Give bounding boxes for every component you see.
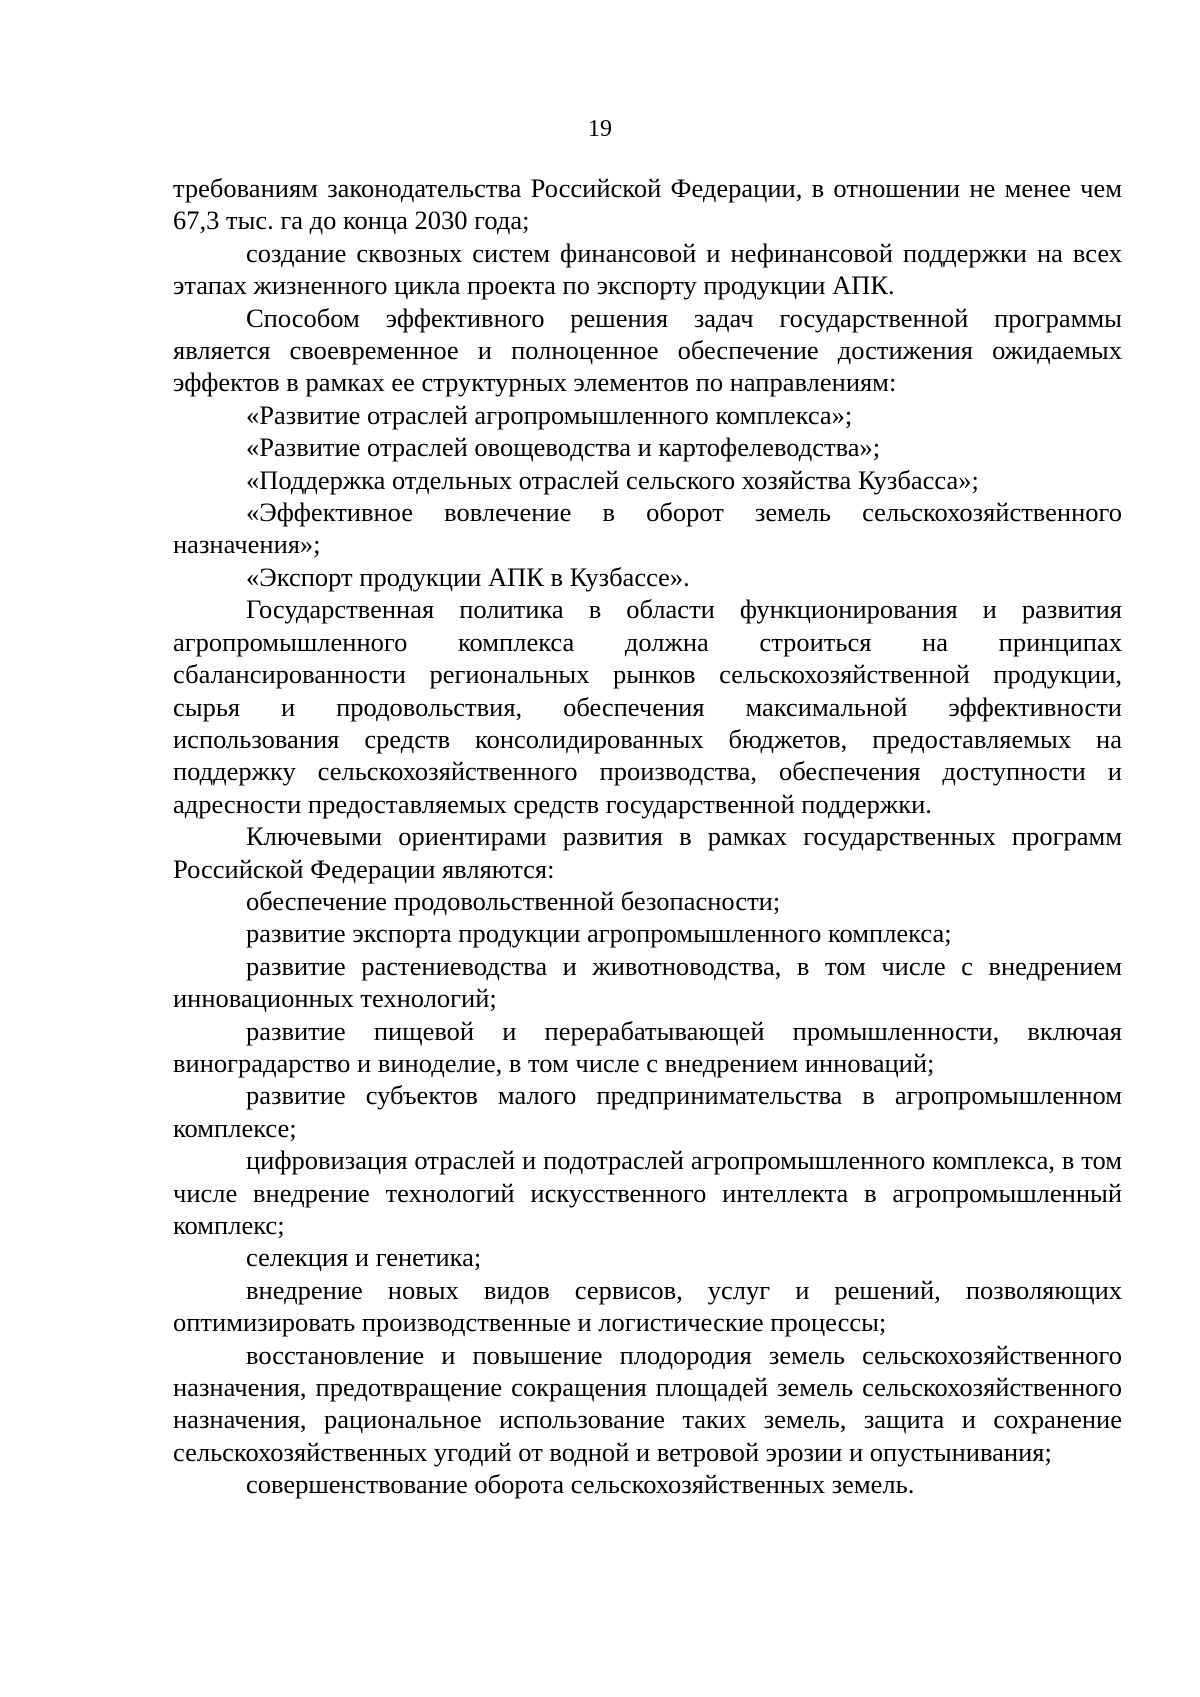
paragraph: совершенствование оборота сельскохозяйственных земель.	[246, 1469, 915, 1500]
paragraph: «Эффективное вовлечение в оборот земель сельскохозяйственного назначения»;	[173, 497, 1122, 560]
paragraph: Способом эффективного решения задач государственной программы является своевременное и полноценное обеспечение достижения ожидаемых эффектов в рамках ее структурных элементов по направлениям:	[173, 302, 1122, 398]
paragraph: Государственная политика в области функционирования и развития агропромышленного комплекса должна строиться на принципах сбалансированности региональных рынков сельскохозяйственной продукции, сырья и продовольствия, обеспечения максимальной эффективности использования средств консолидированных бюджетов, предоставляемых на поддержку сельскохозяйственного производства, обеспечения доступности и адресности предоставляемых средств государственной поддержки.	[173, 594, 1122, 819]
paragraph: развитие пищевой и перерабатывающей промышленности, включая виноградарство и виноделие, в том числе с внедрением инноваций;	[173, 1015, 1122, 1078]
paragraph: «Экспорт продукции АПК в Кузбассе».	[246, 561, 690, 592]
paragraph: «Развитие отраслей овощеводства и картофелеводства»;	[246, 432, 881, 463]
paragraph: цифровизация отраслей и подотраслей агропромышленного комплекса, в том числе внедрение технологий искусственного интеллекта в агропромышленный комплекс;	[173, 1145, 1122, 1240]
paragraph: внедрение новых видов сервисов, услуг и решений, позволяющих оптимизировать производственные и логистические процессы;	[173, 1274, 1122, 1338]
paragraph: Ключевыми ориентирами развития в рамках государственных программ Российской Федерации являются:	[173, 821, 1122, 884]
paragraph: «Поддержка отдельных отраслей сельского хозяйства Кузбасса»;	[246, 464, 979, 495]
paragraph: обеспечение продовольственной безопасности;	[246, 885, 781, 916]
paragraph: «Развитие отраслей агропромышленного комплекса»;	[246, 399, 853, 430]
paragraph: требованиям законодательства Российской Федерации, в отношении не менее чем 67,3 тыс. га до конца 2030 года;	[173, 173, 1122, 236]
paragraph: селекция и генетика;	[246, 1242, 482, 1273]
paragraph: восстановление и повышение плодородия земель сельскохозяйственного назначения, предотвращение сокращения площадей земель сельскохозяйственного назначения, рациональное использование таких земель, защита и сохранение сельскохозяйственных угодий от водной и ветровой эрозии и опустынивания;	[173, 1339, 1122, 1467]
paragraph: создание сквозных систем финансовой и нефинансовой поддержки на всех этапах жизненного цикла проекта по экспорту продукции АПК.	[173, 237, 1122, 301]
document-body	[173, 172, 1122, 1501]
paragraph: развитие растениеводства и животноводства, в том числе с внедрением инновационных технологий;	[173, 950, 1122, 1014]
paragraph: развитие экспорта продукции агропромышленного комплекса;	[246, 918, 952, 949]
page-number: 19	[588, 116, 612, 142]
paragraph: развитие субъектов малого предпринимательства в агропромышленном комплексе;	[173, 1080, 1122, 1143]
